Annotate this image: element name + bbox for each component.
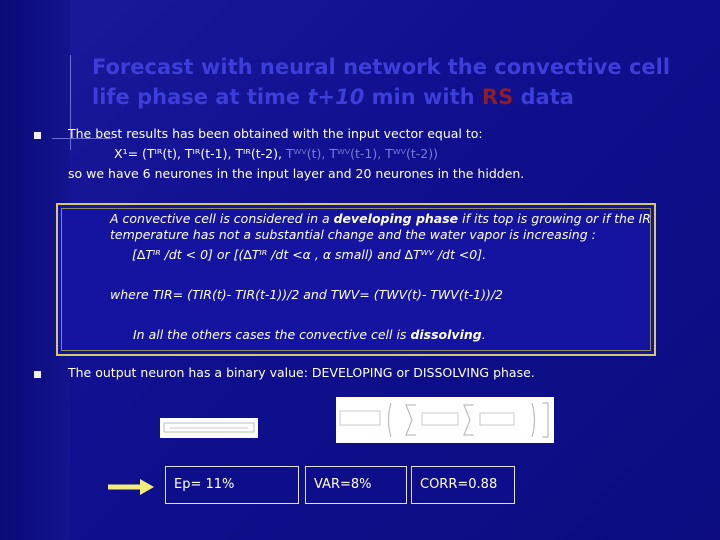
equation-image-right — [336, 397, 554, 443]
equation-left-graphic — [160, 418, 258, 438]
box-developing-phase: developing phase — [333, 211, 459, 226]
title-line-1: Forecast with neural network the convective cell — [92, 55, 671, 79]
bullet1-line1: The best results has been obtained with the input vector equal to: — [68, 126, 483, 141]
input-vector-formula — [114, 146, 438, 161]
box-dissolving: dissolving — [410, 327, 482, 342]
right-arrow-icon — [106, 478, 156, 496]
definition-box — [56, 203, 656, 356]
box-line5 — [133, 327, 486, 342]
result-var: VAR=8% — [314, 477, 372, 492]
result-ep: Ep= 11% — [174, 477, 235, 492]
result-corr: CORR=0.88 — [420, 477, 498, 492]
bullet1-line3: so we have 6 neurones in the input layer and 20 neurones in the hidden. — [68, 166, 525, 181]
title-time: t+10 — [307, 85, 365, 109]
box-line5-pre: In all the others cases the convective cell is — [133, 327, 411, 342]
title-line-2-post: data — [513, 85, 574, 109]
title-line-2-mid: min with — [364, 85, 482, 109]
result-var-box — [305, 466, 407, 504]
formula-main: X¹= (Tᴵᴿ(t), Tᴵᴿ(t-1), Tᴵᴿ(t-2), — [114, 146, 282, 161]
title-rs: RS — [481, 85, 514, 109]
box-line2: temperature has not a substantial change and the water vapor is increasing : — [110, 227, 596, 242]
title-line-2-pre: life phase at time — [92, 85, 308, 109]
slide-title — [92, 52, 692, 112]
box-line5-post: . — [481, 327, 486, 342]
box-line1-pre: A convective cell is considered in a — [110, 211, 334, 226]
title-line-2 — [92, 82, 692, 112]
box-line3: [∆Tᴵᴿ /dt < 0] or [(∆Tᴵᴿ /dt <α , α small) and ∆Tᵂⱽ /dt <0]. — [132, 247, 487, 262]
formula-dim: Tᵂⱽ(t), Tᵂⱽ(t-1), Tᵂⱽ(t-2)) — [281, 146, 438, 161]
bullet-square-icon — [34, 371, 41, 378]
bullet-square-icon — [34, 132, 41, 139]
result-corr-box — [411, 466, 515, 504]
equation-right-graphic — [336, 397, 554, 443]
bullet2-text: The output neuron has a binary value: DEVELOPING or DISSOLVING phase. — [68, 365, 535, 380]
box-line1-post: if its top is growing or if the IR — [458, 211, 651, 226]
result-ep-box — [165, 466, 299, 504]
box-line1 — [110, 211, 651, 226]
box-line4: where TIR= (TIR(t)- TIR(t-1))/2 and TWV= (TWV(t)- TWV(t-1))/2 — [110, 287, 504, 302]
equation-image-left — [160, 418, 258, 438]
